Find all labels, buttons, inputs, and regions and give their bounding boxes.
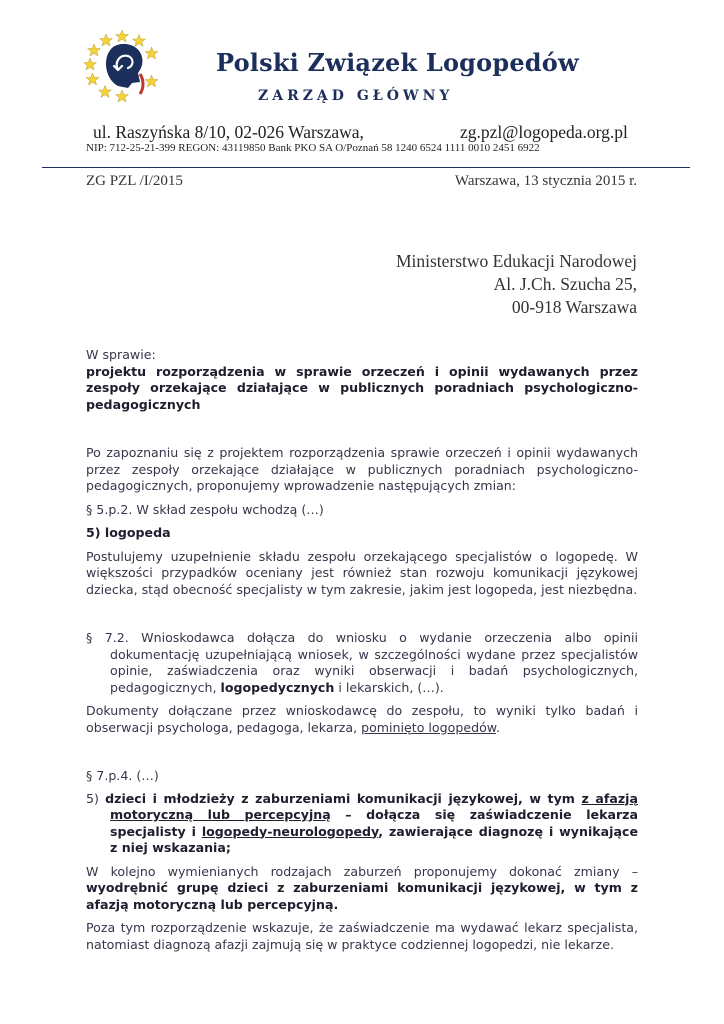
section-7-4-item — [86, 791, 638, 857]
organization-email: zg.pzl@logopeda.org.pl — [460, 122, 628, 142]
recipient-line: Ministerstwo Edukacji Narodowej — [395, 251, 637, 271]
subject-label: W sprawie: — [86, 347, 156, 362]
section-7-2-text-b: i lekarskich, (…). — [334, 679, 444, 695]
logo-head-silhouette — [106, 44, 142, 88]
section-5-item: 5) logopeda — [86, 525, 171, 540]
section-7-2-text — [86, 630, 638, 696]
intro-paragraph: Po zapoznaniu się z projektem rozporządzenia sprawie orzeczeń i opinii wydawanych przez zespoły orzekające działające w publicznych poradniach psychologiczno-pedagogicznych, proponujemy wprowadzenie następujących zmian: — [86, 445, 638, 493]
section-7-4-comment-a: W kolejno wymienianych rodzajach zaburzeń proponujemy dokonać zmiany – — [86, 863, 638, 879]
section-7-4-text-b: – dołącza się zaświadczenie lekarza specjalisty i — [110, 807, 638, 839]
section-7-4-comment — [86, 864, 638, 914]
section-7-2-comment — [86, 703, 638, 736]
section-7-4-heading: § 7.p.4. (…) — [86, 768, 159, 783]
section-7-2-comment-underlined: pominięto logopedów — [361, 719, 496, 735]
letter-body — [86, 347, 638, 953]
header-divider — [42, 167, 690, 168]
section-5-heading: § 5.p.2. W skład zespołu wchodzą (…) — [86, 501, 324, 517]
section-5-comment: Postulujemy uzupełnienie składu zespołu orzekającego specjalistów o logopedę. W większości przypadków oceniany jest również stan rozwoju komunikacji językowej dziecka, stąd obecność specjalisty w tym zakresie, jakim jest logopeda, jest niezbędna. — [86, 548, 638, 597]
section-7-2-comment-a: Dokumenty dołączane przez wnioskodawcę do zespołu, to wyniki tylko badań i obserwacji psychologa, pedagoga, lekarza, — [86, 703, 638, 735]
pzl-logo — [84, 28, 160, 104]
section-7-4-underlined-2: logopedy-neurologopedy — [201, 823, 379, 839]
document-date: Warszawa, 13 stycznia 2015 r. — [454, 173, 637, 189]
section-7-4-text-a: dzieci i młodzieży z zaburzeniami komunikacji językowej, w tym — [105, 790, 582, 806]
section-7-4-underlined-1: z afazją motoryczną lub percepcyjną — [110, 790, 638, 822]
recipient-line: Al. J.Ch. Szucha 25, — [493, 274, 637, 294]
section-7-4-text-c: , zawierające diagnozę i wynikające z niej wskazania; — [110, 823, 638, 855]
closing-paragraph: Poza tym rozporządzenie wskazuje, że zaświadczenie ma wydawać lekarz specjalista, natomiast diagnozą afazji zajmują się w praktyce codziennej logopedzi, nie lekarze. — [86, 920, 638, 952]
section-7-2-bold: logopedycznych — [220, 679, 335, 695]
section-7-4-number: 5) — [86, 790, 106, 806]
organization-registry: NIP: 712-25-21-399 REGON: 43119850 Bank PKO SA O/Poznań 58 1240 6524 1111 0010 2451 6922 — [86, 142, 540, 154]
document-reference: ZG PZL /I/2015 — [86, 173, 183, 189]
organization-address: ul. Raszyńska 8/10, 02-026 Warszawa, — [93, 122, 364, 142]
logo-red-accent — [140, 74, 143, 94]
organization-subtitle: ZARZĄD GŁÓWNY — [258, 88, 454, 104]
recipient-block — [396, 250, 637, 319]
organization-name: Polski Związek Logopedów — [216, 48, 579, 77]
section-7-2-comment-b: . — [495, 719, 500, 735]
section-7-2-text-a: § 7.2. Wnioskodawca dołącza do wniosku o wydanie orzeczenia albo opinii dokumentację uzupełniającą wniosek, w szczególności wydane przez specjalistów opinie, zaświadczenia oraz wyniki obserwacji i badań psychologicznych, pedagogicznych, — [86, 630, 638, 695]
section-7-4-comment-bold: wyodrębnić grupę dzieci z zaburzeniami komunikacji językowej, w tym z afazją motoryczną lub percepcyjną. — [86, 880, 638, 912]
recipient-line: 00-918 Warszawa — [511, 297, 637, 317]
subject-text: projektu rozporządzenia w sprawie orzeczeń i opinii wydawanych przez zespoły orzekające działające w publicznych poradniach psychologiczno-pedagogicznych — [86, 363, 638, 412]
